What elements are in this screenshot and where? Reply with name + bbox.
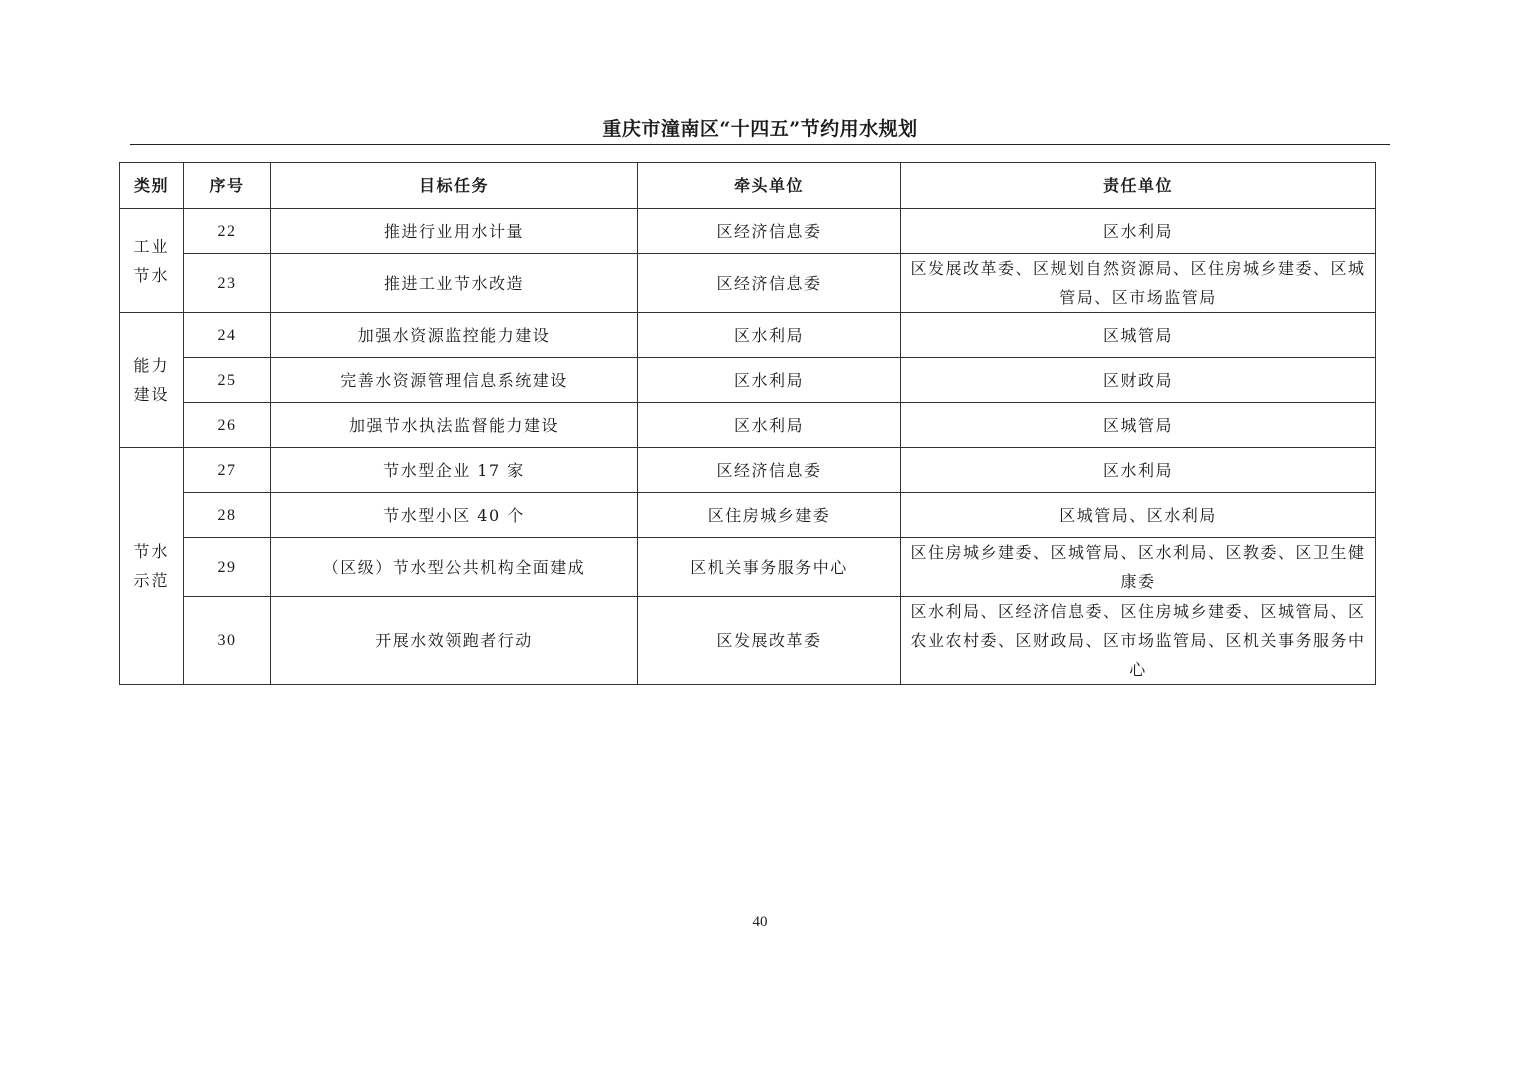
responsible-cell: 区住房城乡建委、区城管局、区水利局、区教委、区卫生健康委 xyxy=(901,538,1376,597)
responsible-cell: 区水利局 xyxy=(901,209,1376,254)
table-header-row xyxy=(120,163,1376,209)
table-row xyxy=(120,448,1376,493)
responsible-cell: 区城管局 xyxy=(901,313,1376,358)
category-cell xyxy=(120,448,184,685)
seq-cell: 22 xyxy=(184,209,271,254)
task-cell: 加强节水执法监督能力建设 xyxy=(271,403,638,448)
responsible-cell: 区城管局 xyxy=(901,403,1376,448)
lead-cell: 区经济信息委 xyxy=(638,209,901,254)
table-row xyxy=(120,493,1376,538)
responsible-cell: 区财政局 xyxy=(901,358,1376,403)
responsible-cell: 区水利局 xyxy=(901,448,1376,493)
table-row xyxy=(120,209,1376,254)
seq-cell: 29 xyxy=(184,538,271,597)
lead-cell: 区住房城乡建委 xyxy=(638,493,901,538)
seq-cell: 25 xyxy=(184,358,271,403)
task-cell: 加强水资源监控能力建设 xyxy=(271,313,638,358)
seq-cell: 23 xyxy=(184,254,271,313)
header-seq: 序号 xyxy=(184,163,271,209)
seq-cell: 30 xyxy=(184,597,271,685)
header-responsible: 责任单位 xyxy=(901,163,1376,209)
header-divider xyxy=(130,144,1390,145)
category-label: 能力建设 xyxy=(133,356,170,404)
task-cell: （区级）节水型公共机构全面建成 xyxy=(271,538,638,597)
table-row xyxy=(120,538,1376,597)
category-cell xyxy=(120,209,184,313)
lead-cell: 区水利局 xyxy=(638,358,901,403)
responsible-cell: 区发展改革委、区规划自然资源局、区住房城乡建委、区城管局、区市场监管局 xyxy=(901,254,1376,313)
task-cell: 推进工业节水改造 xyxy=(271,254,638,313)
task-cell: 开展水效领跑者行动 xyxy=(271,597,638,685)
table-row xyxy=(120,358,1376,403)
table-row xyxy=(120,254,1376,313)
seq-cell: 28 xyxy=(184,493,271,538)
task-cell: 节水型小区 40 个 xyxy=(271,493,638,538)
task-cell: 推进行业用水计量 xyxy=(271,209,638,254)
category-label: 节水示范 xyxy=(133,542,170,590)
lead-cell: 区发展改革委 xyxy=(638,597,901,685)
responsible-cell: 区水利局、区经济信息委、区住房城乡建委、区城管局、区农业农村委、区财政局、区市场监管局、区机关事务服务中心 xyxy=(901,597,1376,685)
seq-cell: 27 xyxy=(184,448,271,493)
seq-cell: 26 xyxy=(184,403,271,448)
planning-table xyxy=(119,162,1376,685)
document-title: 重庆市潼南区“十四五”节约用水规划 xyxy=(602,118,918,140)
lead-cell: 区经济信息委 xyxy=(638,448,901,493)
lead-cell: 区水利局 xyxy=(638,313,901,358)
header-task: 目标任务 xyxy=(271,163,638,209)
category-cell xyxy=(120,313,184,448)
table-row xyxy=(120,597,1376,685)
responsible-cell: 区城管局、区水利局 xyxy=(901,493,1376,538)
header-lead: 牵头单位 xyxy=(638,163,901,209)
header-category: 类别 xyxy=(120,163,184,209)
lead-cell: 区经济信息委 xyxy=(638,254,901,313)
seq-cell: 24 xyxy=(184,313,271,358)
table-row xyxy=(120,403,1376,448)
task-cell: 完善水资源管理信息系统建设 xyxy=(271,358,638,403)
table-row xyxy=(120,313,1376,358)
task-cell: 节水型企业 17 家 xyxy=(271,448,638,493)
page-number: 40 xyxy=(752,914,768,930)
category-label: 工业节水 xyxy=(133,236,170,285)
lead-cell: 区水利局 xyxy=(638,403,901,448)
lead-cell: 区机关事务服务中心 xyxy=(638,538,901,597)
